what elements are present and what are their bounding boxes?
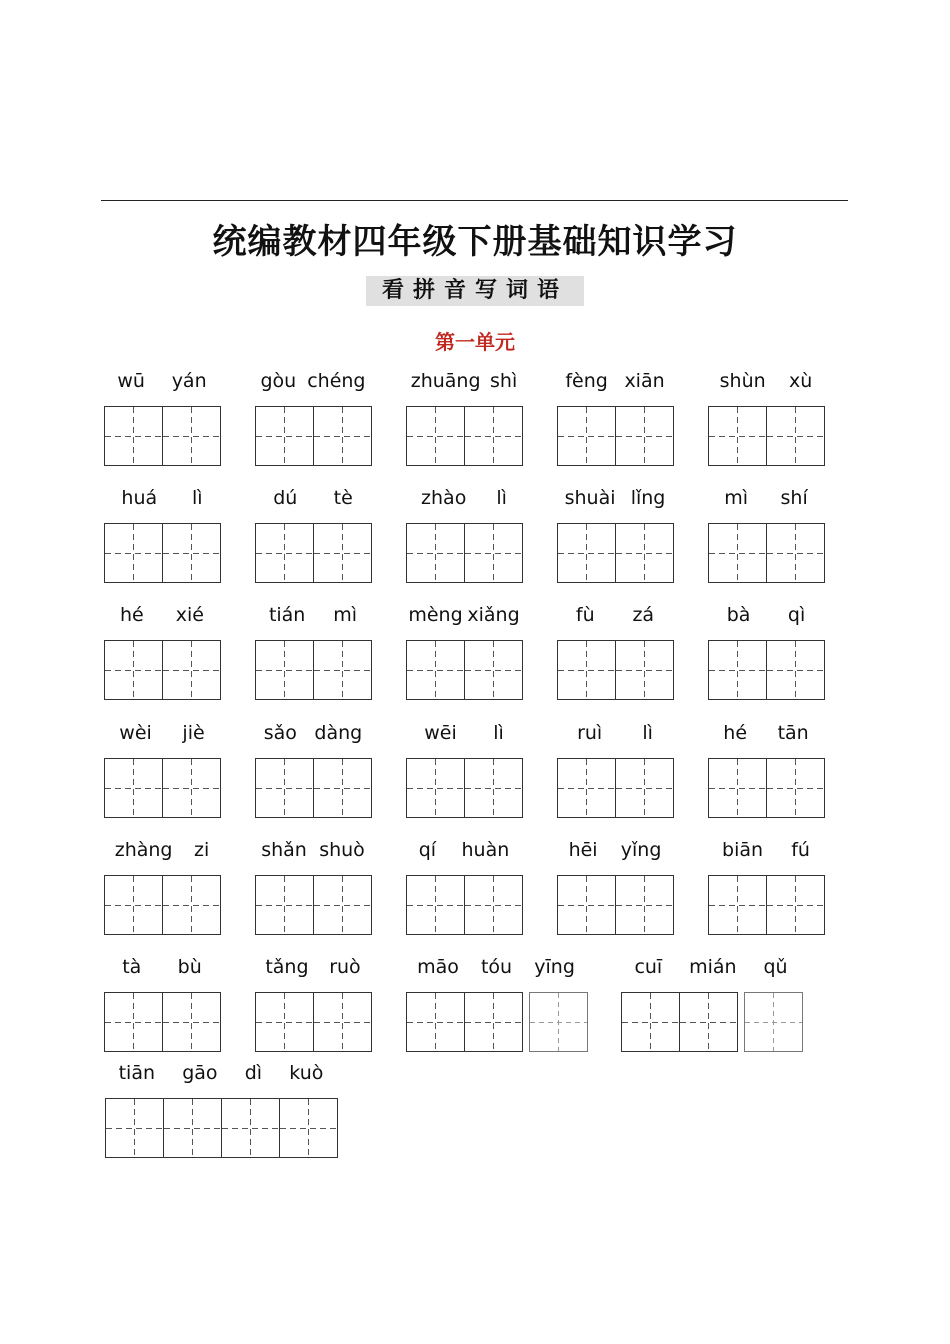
writing-boxes <box>255 406 372 466</box>
pinyin-syllable: mì <box>333 604 358 626</box>
writing-boxes <box>255 992 372 1052</box>
pinyin-syllable: tān <box>777 722 809 744</box>
pinyin-syllable: xù <box>789 370 813 392</box>
pinyin-syllable: xié <box>175 604 204 626</box>
pinyin-row <box>104 604 220 628</box>
writing-boxes <box>104 758 221 818</box>
pinyin-syllable: huàn <box>461 839 510 861</box>
tianzige-cell[interactable] <box>255 758 314 818</box>
tianzige-cell[interactable] <box>767 875 825 935</box>
pinyin-syllable: shùn <box>719 370 766 392</box>
page-title: 统编教材四年级下册基础知识学习 <box>212 222 738 262</box>
pinyin-syllable: sǎo <box>263 722 297 744</box>
pinyin-row <box>255 487 371 511</box>
tianzige-cell[interactable] <box>255 640 314 700</box>
pinyin-row <box>255 370 371 394</box>
tianzige-cell[interactable] <box>557 640 616 700</box>
tianzige-cell[interactable] <box>314 992 372 1052</box>
pinyin-row <box>708 722 824 746</box>
tianzige-cell[interactable] <box>163 875 221 935</box>
pinyin-row <box>104 839 220 863</box>
top-rule <box>101 200 848 201</box>
pinyin-row <box>406 722 522 746</box>
pinyin-syllable: yán <box>171 370 207 392</box>
pinyin-row <box>557 487 673 511</box>
pinyin-syllable: hé <box>120 604 144 626</box>
pinyin-syllable: biān <box>722 839 764 861</box>
pinyin-syllable: shuò <box>319 839 365 861</box>
pinyin-row <box>557 839 673 863</box>
pinyin-syllable: xiǎng <box>467 604 520 626</box>
writing-boxes <box>255 758 372 818</box>
pinyin-syllable: mián <box>689 956 737 978</box>
pinyin-row <box>255 722 371 746</box>
writing-boxes <box>557 640 674 700</box>
writing-boxes <box>104 406 221 466</box>
pinyin-syllable: lì <box>496 487 507 509</box>
writing-boxes <box>104 640 221 700</box>
unit-title: 第一单元 <box>435 330 515 354</box>
pinyin-syllable: chéng <box>307 370 366 392</box>
tianzige-cell[interactable] <box>314 758 372 818</box>
pinyin-row <box>406 956 586 980</box>
pinyin-syllable: lì <box>642 722 653 744</box>
tianzige-cell[interactable] <box>314 875 372 935</box>
tianzige-cell[interactable] <box>255 875 314 935</box>
pinyin-syllable: shuài <box>564 487 616 509</box>
writing-boxes <box>708 758 825 818</box>
tianzige-cell[interactable] <box>255 406 314 466</box>
tianzige-cell[interactable] <box>104 875 163 935</box>
tianzige-cell[interactable] <box>557 758 616 818</box>
tianzige-cell[interactable] <box>767 640 825 700</box>
tianzige-cell[interactable] <box>314 640 372 700</box>
pinyin-syllable: hé <box>723 722 748 744</box>
tianzige-cell[interactable] <box>465 640 523 700</box>
pinyin-syllable: cuī <box>634 956 663 978</box>
pinyin-syllable: dú <box>273 487 298 509</box>
pinyin-syllable: hēi <box>568 839 598 861</box>
pinyin-syllable: mèng <box>408 604 463 626</box>
pinyin-row <box>255 604 371 628</box>
pinyin-syllable: yīng <box>534 956 575 978</box>
tianzige-cell[interactable] <box>406 406 465 466</box>
tianzige-cell[interactable] <box>708 406 767 466</box>
writing-boxes <box>104 992 221 1052</box>
writing-boxes <box>708 875 825 935</box>
pinyin-syllable: māo <box>417 956 459 978</box>
pinyin-syllable: shì <box>490 370 518 392</box>
pinyin-syllable: gòu <box>260 370 297 392</box>
pinyin-syllable: gāo <box>182 1062 218 1084</box>
tianzige-cell[interactable] <box>708 523 767 583</box>
pinyin-row <box>557 370 673 394</box>
writing-boxes <box>406 758 523 818</box>
tianzige-cell[interactable] <box>680 992 738 1052</box>
tianzige-cell[interactable] <box>529 992 588 1052</box>
pinyin-row <box>708 604 824 628</box>
pinyin-syllable: zhàng <box>114 839 173 861</box>
pinyin-syllable: lì <box>192 487 203 509</box>
pinyin-syllable: huá <box>121 487 158 509</box>
pinyin-syllable: tè <box>333 487 353 509</box>
tianzige-cell[interactable] <box>104 640 163 700</box>
tianzige-cell[interactable] <box>708 875 767 935</box>
pinyin-syllable: kuò <box>289 1062 324 1084</box>
writing-boxes <box>104 523 221 583</box>
writing-boxes <box>557 758 674 818</box>
tianzige-cell[interactable] <box>708 758 767 818</box>
tianzige-cell[interactable] <box>621 992 680 1052</box>
writing-boxes <box>406 406 523 466</box>
pinyin-syllable: tiān <box>118 1062 156 1084</box>
tianzige-cell[interactable] <box>104 992 163 1052</box>
writing-boxes <box>621 992 803 1052</box>
pinyin-row <box>105 1062 337 1086</box>
tianzige-cell[interactable] <box>767 523 825 583</box>
pinyin-syllable: wū <box>117 370 145 392</box>
tianzige-cell[interactable] <box>406 640 465 700</box>
pinyin-syllable: fù <box>575 604 595 626</box>
pinyin-syllable: zi <box>193 839 210 861</box>
pinyin-row <box>406 487 522 511</box>
pinyin-row <box>621 956 801 980</box>
pinyin-syllable: jiè <box>182 722 205 744</box>
pinyin-syllable: yǐng <box>620 839 662 861</box>
tianzige-cell[interactable] <box>767 758 825 818</box>
tianzige-cell[interactable] <box>557 875 616 935</box>
tianzige-cell[interactable] <box>708 640 767 700</box>
pinyin-row <box>708 370 824 394</box>
tianzige-cell[interactable] <box>465 992 523 1052</box>
pinyin-syllable: dàng <box>314 722 363 744</box>
section-subtitle: 看拼音写词语 <box>366 276 584 306</box>
pinyin-syllable: dì <box>244 1062 263 1084</box>
pinyin-row <box>557 604 673 628</box>
pinyin-syllable: wèi <box>119 722 152 744</box>
pinyin-syllable: bà <box>726 604 751 626</box>
tianzige-cell[interactable] <box>465 875 523 935</box>
pinyin-syllable: zá <box>632 604 655 626</box>
tianzige-cell[interactable] <box>616 406 674 466</box>
pinyin-syllable: qì <box>787 604 806 626</box>
tianzige-cell[interactable] <box>104 523 163 583</box>
pinyin-row <box>708 839 824 863</box>
pinyin-syllable: tóu <box>480 956 513 978</box>
pinyin-row <box>708 487 824 511</box>
tianzige-cell[interactable] <box>104 758 163 818</box>
pinyin-syllable: mì <box>724 487 749 509</box>
pinyin-row <box>104 956 220 980</box>
pinyin-syllable: tǎng <box>265 956 309 978</box>
pinyin-syllable: wēi <box>424 722 457 744</box>
pinyin-row <box>255 956 371 980</box>
tianzige-cell[interactable] <box>557 406 616 466</box>
pinyin-syllable: xiān <box>624 370 665 392</box>
pinyin-row <box>406 604 522 628</box>
pinyin-syllable: fèng <box>565 370 608 392</box>
writing-boxes <box>406 992 588 1052</box>
pinyin-syllable: lì <box>493 722 504 744</box>
tianzige-cell[interactable] <box>163 640 221 700</box>
tianzige-cell[interactable] <box>744 992 803 1052</box>
tianzige-cell[interactable] <box>314 523 372 583</box>
pinyin-syllable: ruò <box>329 956 361 978</box>
tianzige-cell[interactable] <box>163 758 221 818</box>
tianzige-cell[interactable] <box>616 640 674 700</box>
writing-boxes <box>255 523 372 583</box>
pinyin-syllable: zhuāng <box>410 370 481 392</box>
pinyin-row <box>406 839 522 863</box>
tianzige-cell[interactable] <box>255 992 314 1052</box>
writing-boxes <box>708 523 825 583</box>
writing-boxes <box>708 640 825 700</box>
pinyin-syllable: qǔ <box>763 956 788 978</box>
tianzige-cell[interactable] <box>105 1098 164 1158</box>
pinyin-syllable: lǐng <box>630 487 666 509</box>
writing-boxes <box>255 640 372 700</box>
tianzige-cell[interactable] <box>104 406 163 466</box>
writing-boxes <box>557 406 674 466</box>
writing-boxes <box>557 875 674 935</box>
pinyin-syllable: tián <box>268 604 306 626</box>
tianzige-cell[interactable] <box>222 1098 280 1158</box>
writing-boxes <box>104 875 221 935</box>
tianzige-cell[interactable] <box>406 875 465 935</box>
writing-boxes <box>406 875 523 935</box>
writing-boxes <box>255 875 372 935</box>
pinyin-row <box>104 487 220 511</box>
tianzige-cell[interactable] <box>767 406 825 466</box>
tianzige-cell[interactable] <box>616 875 674 935</box>
tianzige-cell[interactable] <box>163 406 221 466</box>
tianzige-cell[interactable] <box>163 992 221 1052</box>
pinyin-syllable: fú <box>791 839 810 861</box>
tianzige-cell[interactable] <box>406 758 465 818</box>
pinyin-syllable: bù <box>177 956 202 978</box>
tianzige-cell[interactable] <box>557 523 616 583</box>
pinyin-row <box>104 370 220 394</box>
tianzige-cell[interactable] <box>406 523 465 583</box>
pinyin-row <box>255 839 371 863</box>
tianzige-cell[interactable] <box>616 758 674 818</box>
pinyin-syllable: ruì <box>577 722 603 744</box>
tianzige-cell[interactable] <box>406 992 465 1052</box>
tianzige-cell[interactable] <box>280 1098 338 1158</box>
writing-boxes <box>406 523 523 583</box>
pinyin-syllable: qí <box>418 839 437 861</box>
pinyin-row <box>406 370 522 394</box>
writing-boxes <box>708 406 825 466</box>
writing-boxes <box>406 640 523 700</box>
tianzige-cell[interactable] <box>616 523 674 583</box>
pinyin-syllable: zhào <box>421 487 467 509</box>
tianzige-cell[interactable] <box>465 406 523 466</box>
tianzige-cell[interactable] <box>465 523 523 583</box>
tianzige-cell[interactable] <box>314 406 372 466</box>
tianzige-cell[interactable] <box>164 1098 222 1158</box>
pinyin-syllable: shí <box>780 487 808 509</box>
tianzige-cell[interactable] <box>465 758 523 818</box>
pinyin-syllable: tà <box>122 956 142 978</box>
writing-boxes <box>557 523 674 583</box>
pinyin-syllable: shǎn <box>261 839 307 861</box>
writing-boxes <box>105 1098 338 1158</box>
tianzige-cell[interactable] <box>163 523 221 583</box>
tianzige-cell[interactable] <box>255 523 314 583</box>
pinyin-row <box>557 722 673 746</box>
pinyin-row <box>104 722 220 746</box>
